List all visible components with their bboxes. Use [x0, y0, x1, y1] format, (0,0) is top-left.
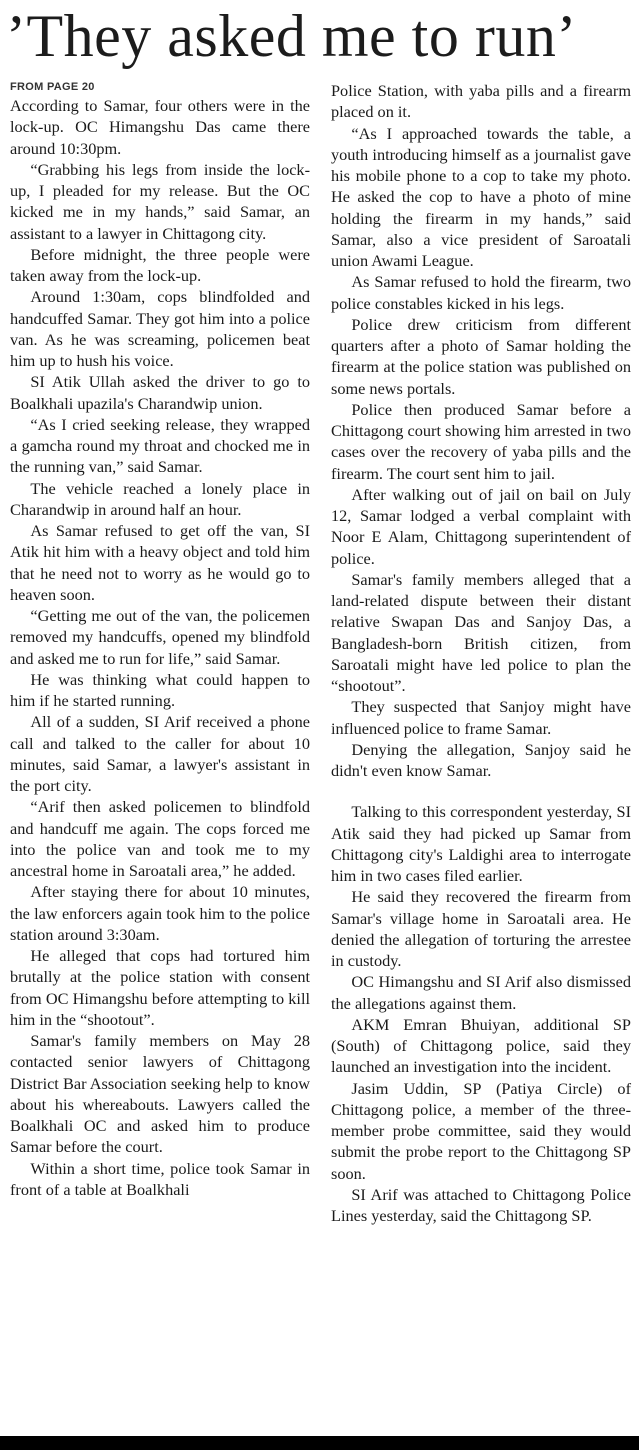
- paragraph: Talking to this correspondent yesterday, SI Atik said they had picked up Samar from Chittagong city's Laldighi area to interrogate him in two cases filed earlier.: [331, 802, 631, 885]
- paragraph: SI Atik Ullah asked the driver to go to Boalkhali upazila's Charandwip union.: [10, 372, 310, 413]
- paragraph: “Grabbing his legs from inside the lock-up, I pleaded for my release. But the OC kicked me in my hands,” said Samar, an assistant to a lawyer in Chittagong city.: [10, 159, 310, 243]
- paragraph: “As I cried seeking release, they wrapped a gamcha round my throat and chocked me in the running van,” said Samar.: [10, 414, 310, 477]
- paragraph: Jasim Uddin, SP (Patiya Circle) of Chittagong police, a member of the three-member probe committee, said they would submit the probe report to the Chittagong SP soon.: [331, 1078, 631, 1183]
- bottom-border: [0, 1436, 639, 1450]
- paragraph: SI Arif was attached to Chittagong Police Lines yesterday, said the Chittagong SP.: [331, 1184, 631, 1225]
- left-column: [10, 80, 310, 1200]
- paragraph: The vehicle reached a lonely place in Charandwip in around half an hour.: [10, 478, 310, 519]
- continuation-label: FROM PAGE 20: [10, 81, 95, 93]
- paragraph: He alleged that cops had tortured him brutally at the police station with consent from OC Himangshu before attempting to kill him in the “shootout”.: [10, 946, 310, 1029]
- right-column: [331, 80, 631, 1226]
- paragraph: After staying there for about 10 minutes, the law enforcers again took him to the police station around 3:30am.: [10, 882, 310, 944]
- paragraph: After walking out of jail on bail on July 12, Samar lodged a verbal complaint with Noor E Alam, Chittagong superintendent of police.: [331, 484, 631, 568]
- paragraph: AKM Emran Bhuiyan, additional SP (South) of Chittagong police, said they launched an investigation into the incident.: [331, 1014, 631, 1077]
- paragraph: He was thinking what could happen to him if he started running.: [10, 669, 310, 710]
- paragraph: As Samar refused to hold the firearm, two police constables kicked in his legs.: [331, 272, 631, 313]
- paragraph: They suspected that Sanjoy might have influenced police to frame Samar.: [331, 697, 631, 738]
- paragraph: Denying the allegation, Sanjoy said he didn't even know Samar.: [331, 739, 631, 780]
- paragraph: Police then produced Samar before a Chittagong court showing him arrested in two cases over the recovery of yaba pills and the firearm. The court sent him to jail.: [331, 399, 631, 483]
- paragraph: As Samar refused to get off the van, SI Atik hit him with a heavy object and told him that he need not to worry as he would go to heaven soon.: [10, 521, 310, 604]
- paragraph: According to Samar, four others were in the lock-up. OC Himangshu Das came there around 10:30pm.: [10, 96, 310, 158]
- paragraph: Police Station, with yaba pills and a firearm placed on it.: [331, 81, 631, 122]
- paragraph: “Arif then asked policemen to blindfold and handcuff me again. The cops forced me into the police van and took me to my ancestral home in Saroatali area,” he added.: [10, 797, 310, 880]
- paragraph: “Getting me out of the van, the policemen removed my handcuffs, opened my blindfold and asked me to run for life,” said Samar.: [10, 606, 310, 668]
- paragraph: Before midnight, the three people were taken away from the lock-up.: [10, 244, 310, 285]
- paragraph: “As I approached towards the table, a youth introducing himself as a journalist gave his mobile phone to a cop to take my photo. He asked the cop to have a photo of mine holding the firearm in my hands,” said Samar, also a vice president of Saroatali union Awami League.: [331, 123, 631, 270]
- paragraph: Police drew criticism from different quarters after a photo of Samar holding the firearm at the police station was published on some news portals.: [331, 314, 631, 398]
- paragraph: Within a short time, police took Samar in front of a table at Boalkhali: [10, 1158, 310, 1199]
- paragraph: OC Himangshu and SI Arif also dismissed the allegations against them.: [331, 972, 631, 1013]
- paragraph: Around 1:30am, cops blindfolded and handcuffed Samar. They got him into a police van. As he was screaming, policemen beat him up to hush his voice.: [10, 287, 310, 370]
- paragraph: Samar's family members on May 28 contacted senior lawyers of Chittagong District Bar Association seeking help to know about his whereabouts. Lawyers called the Boalkhali OC and asked him to produce Samar before the court.: [10, 1031, 310, 1157]
- headline: ’They asked me to run’: [6, 3, 577, 69]
- paragraph: He said they recovered the firearm from Samar's village home in Saroatali area. He denied the allegation of torturing the arrestee in custody.: [331, 887, 631, 970]
- paragraph: All of a sudden, SI Arif received a phone call and talked to the caller for about 10 minutes, said Samar, a lawyer's assistant in the port city.: [10, 712, 310, 795]
- paragraph: Samar's family members alleged that a land-related dispute between their distant relative Swapan Das and Sanjoy Das, a Bangladesh-born British citizen, from Saroatali might have led police to plan the “shootout”.: [331, 569, 631, 695]
